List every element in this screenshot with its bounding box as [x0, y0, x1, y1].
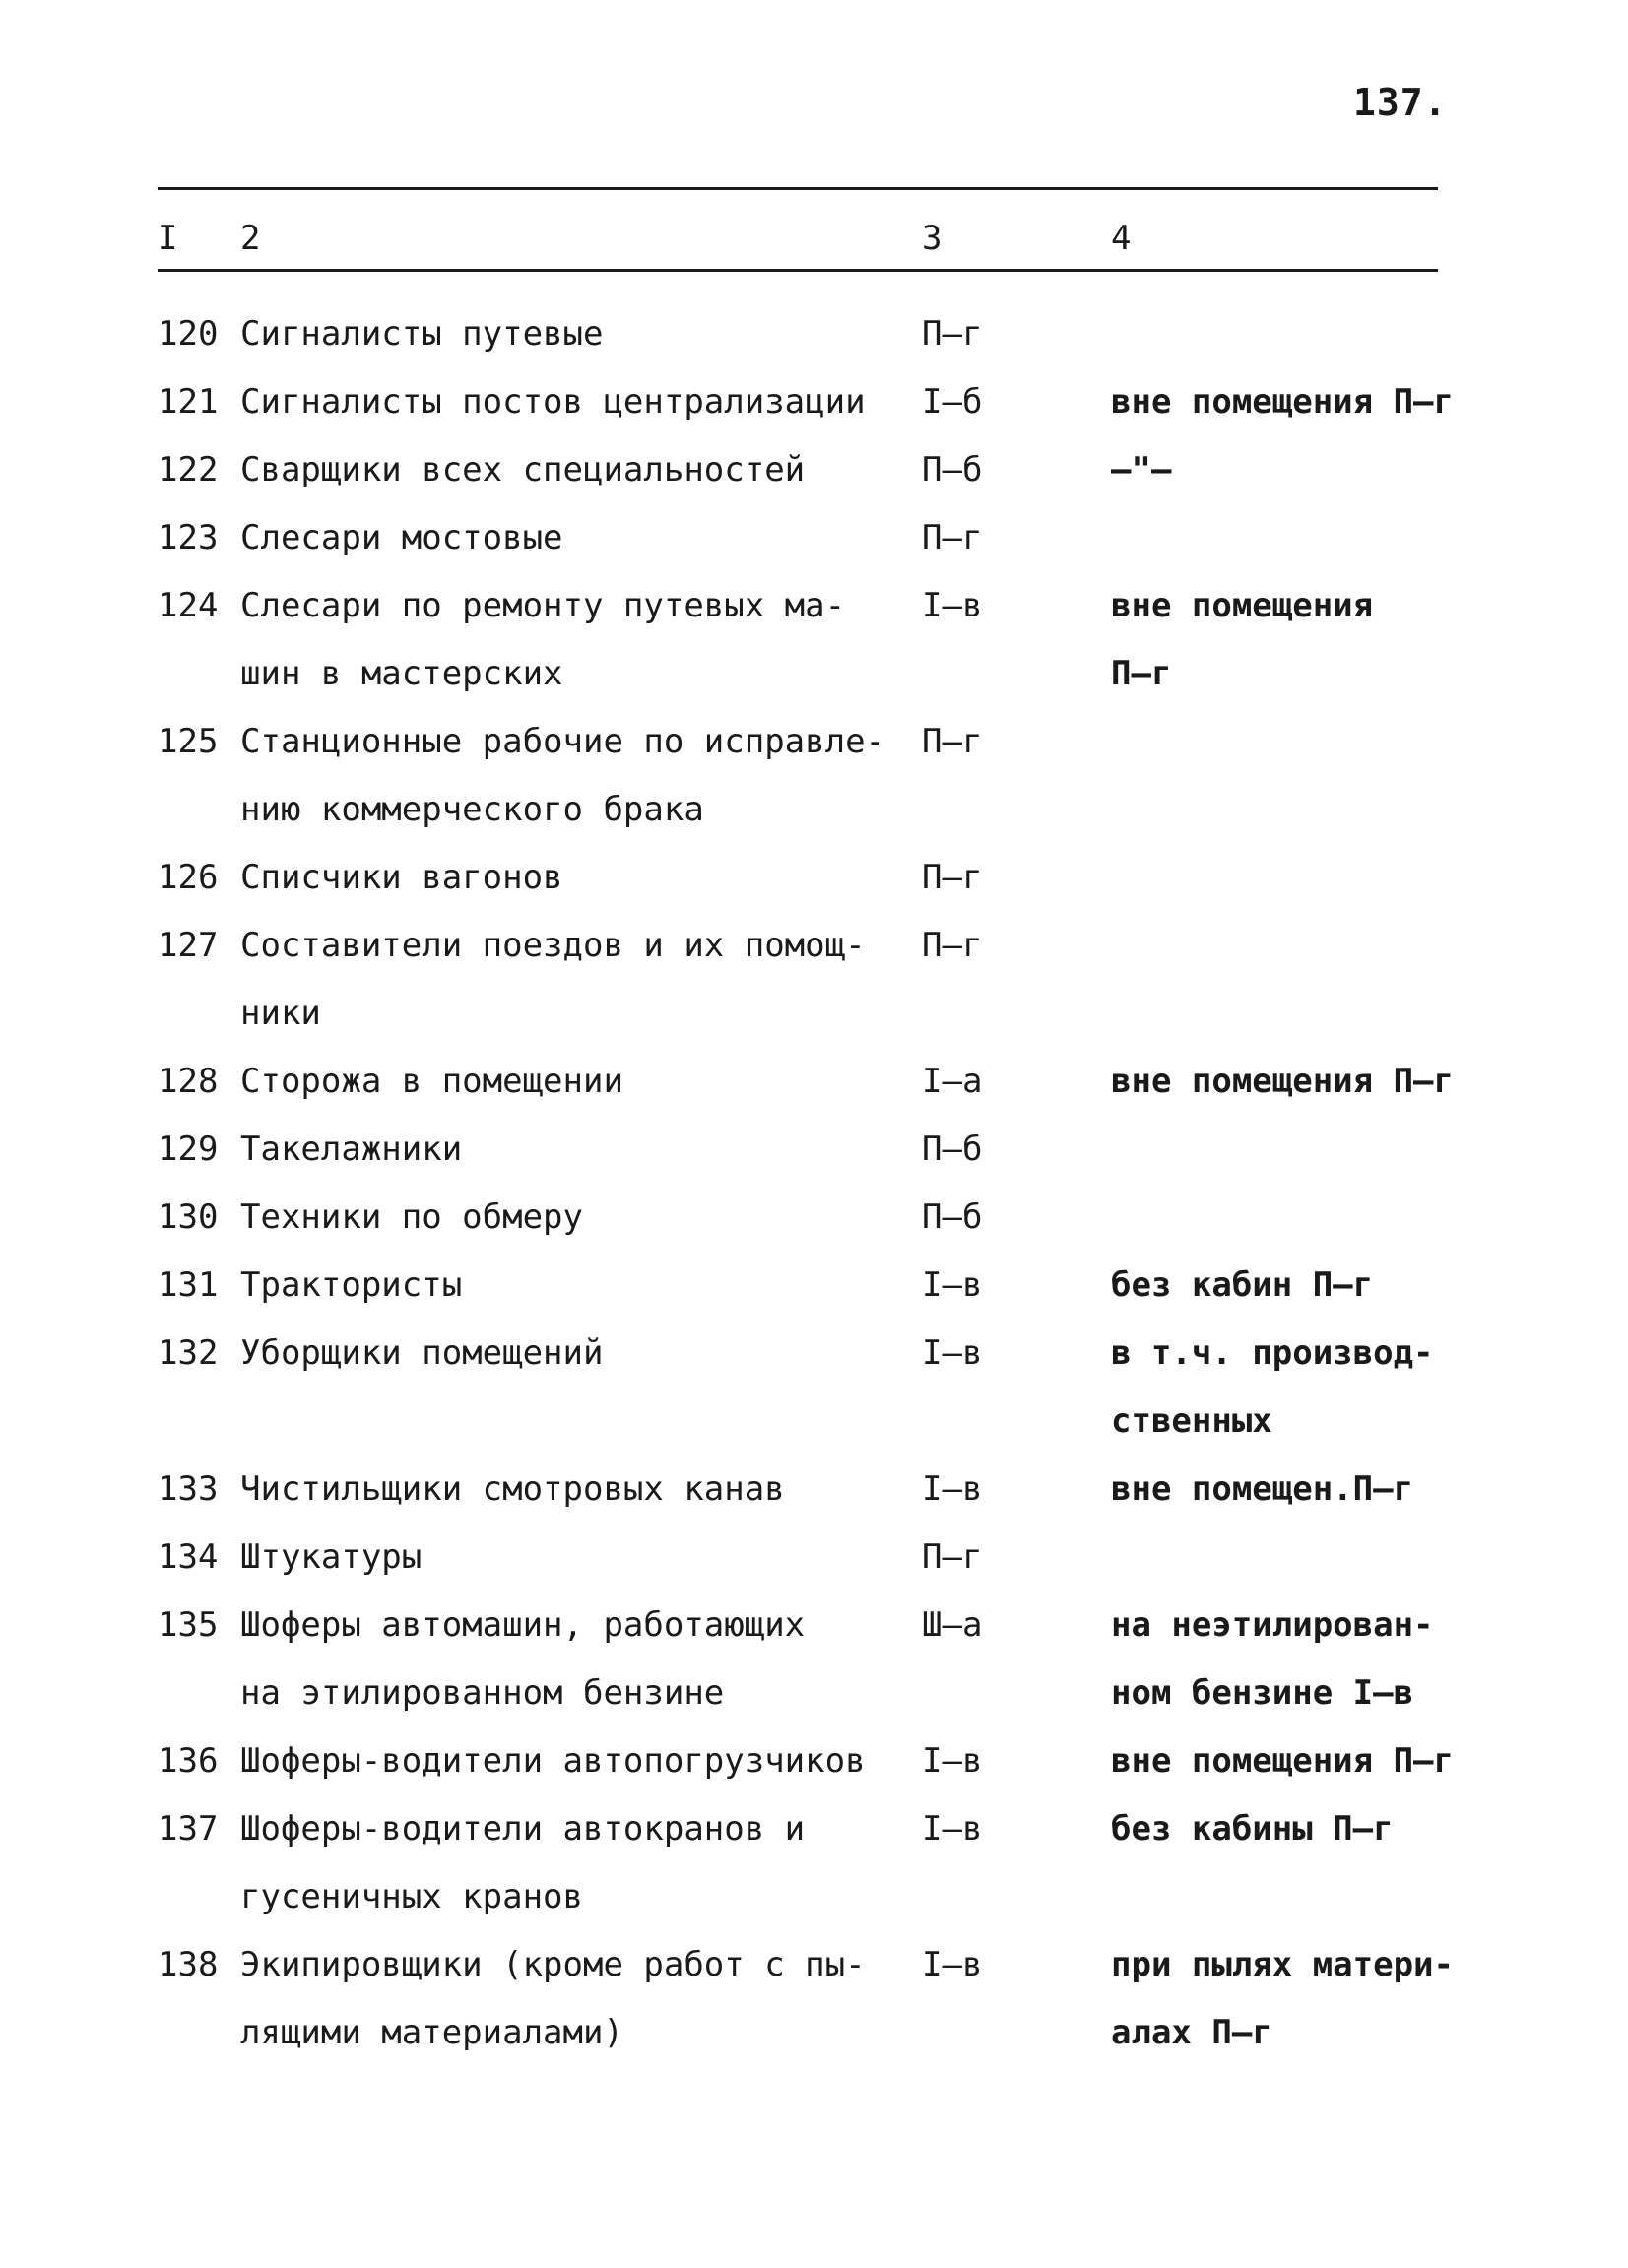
row-profession: Уборщики помещений: [240, 1333, 604, 1373]
row-number: 126: [158, 858, 219, 897]
row-note: вне помещения П–г: [1111, 1741, 1454, 1781]
table-row: [0, 368, 1628, 436]
row-note: при пылях матери- алах П–г: [1111, 1945, 1454, 2052]
row-profession: Чистильщики смотровых канав: [240, 1469, 785, 1509]
row-profession: Сторожа в помещении: [240, 1062, 623, 1101]
row-number: 134: [158, 1537, 219, 1577]
row-number: 137: [158, 1809, 219, 1848]
row-note: в т.ч. производ- ственных: [1111, 1333, 1434, 1441]
table-top-rule: [158, 187, 1438, 190]
table-row: [0, 844, 1628, 912]
row-class: П–г: [922, 722, 983, 761]
table-row: [0, 572, 1628, 708]
table-row: [0, 436, 1628, 504]
row-profession: Трактористы: [240, 1265, 463, 1305]
row-number: 124: [158, 586, 219, 625]
table-row: [0, 1591, 1628, 1727]
row-number: 130: [158, 1198, 219, 1237]
table-row: [0, 708, 1628, 844]
row-profession: Сигналисты путевые: [240, 314, 604, 354]
row-number: 129: [158, 1130, 219, 1169]
table-row: [0, 1795, 1628, 1931]
row-class: I–в: [922, 1265, 983, 1305]
row-number: 125: [158, 722, 219, 761]
header-col-4: 4: [1111, 219, 1132, 258]
row-class: I–в: [922, 586, 983, 625]
row-class: I–в: [922, 1741, 983, 1781]
table-row: [0, 1252, 1628, 1320]
row-profession: Такелажники: [240, 1130, 463, 1169]
header-col-3: 3: [922, 219, 943, 258]
row-profession: Штукатуры: [240, 1537, 423, 1577]
row-note: на неэтилирован- ном бензине I–в: [1111, 1605, 1434, 1713]
table-row: [0, 1523, 1628, 1591]
row-number: 132: [158, 1333, 219, 1373]
row-note: вне помещения П–г: [1111, 1062, 1454, 1101]
row-class: I–в: [922, 1333, 983, 1373]
row-profession: Списчики вагонов: [240, 858, 563, 897]
row-class: I–в: [922, 1809, 983, 1848]
table-row: [0, 1931, 1628, 2067]
row-note: вне помещения П–г: [1111, 382, 1454, 421]
page-number: 137.: [1353, 81, 1448, 124]
row-class: П–г: [922, 858, 983, 897]
row-profession: Техники по обмеру: [240, 1198, 583, 1237]
row-profession: Шоферы-водители автокранов и гусеничных кранов: [240, 1809, 806, 1916]
row-note: –"–: [1111, 450, 1172, 489]
row-number: 138: [158, 1945, 219, 1984]
row-profession: Сигналисты постов централизации: [240, 382, 866, 421]
row-number: 135: [158, 1605, 219, 1645]
row-number: 136: [158, 1741, 219, 1781]
table-row: [0, 300, 1628, 368]
header-col-1: I: [158, 219, 178, 258]
table-row: [0, 1727, 1628, 1795]
row-number: 133: [158, 1469, 219, 1509]
row-note: без кабин П–г: [1111, 1265, 1374, 1305]
table-row: [0, 504, 1628, 572]
row-profession: Экипировщики (кроме работ с пы- лящими материалами): [240, 1945, 866, 2052]
table-row: [0, 912, 1628, 1048]
table-row: [0, 1116, 1628, 1184]
row-number: 122: [158, 450, 219, 489]
row-number: 128: [158, 1062, 219, 1101]
row-note: вне помещен.П–г: [1111, 1469, 1414, 1509]
row-profession: Слесари по ремонту путевых ма- шин в мастерских: [240, 586, 846, 693]
row-class: П–б: [922, 1130, 983, 1169]
row-class: П–г: [922, 314, 983, 354]
row-profession: Составители поездов и их помощ- ники: [240, 926, 866, 1033]
row-profession: Сварщики всех специальностей: [240, 450, 806, 489]
row-class: Ш–а: [922, 1605, 983, 1645]
row-class: П–г: [922, 518, 983, 557]
row-profession: Станционные рабочие по исправле- нию коммерческого брака: [240, 722, 886, 829]
row-number: 121: [158, 382, 219, 421]
table-row: [0, 1048, 1628, 1116]
header-col-2: 2: [240, 219, 261, 258]
table-row: [0, 1184, 1628, 1252]
row-number: 123: [158, 518, 219, 557]
row-class: П–б: [922, 1198, 983, 1237]
row-profession: Шоферы-водители автопогрузчиков: [240, 1741, 866, 1781]
row-note: без кабины П–г: [1111, 1809, 1394, 1848]
row-profession: Шоферы автомашин, работающих на этилированном бензине: [240, 1605, 806, 1713]
row-class: I–а: [922, 1062, 983, 1101]
row-profession: Слесари мостовые: [240, 518, 563, 557]
table-header-rule: [158, 269, 1438, 272]
row-class: П–г: [922, 926, 983, 965]
row-class: I–в: [922, 1469, 983, 1509]
row-class: I–б: [922, 382, 983, 421]
table-row: [0, 1320, 1628, 1456]
row-number: 127: [158, 926, 219, 965]
row-class: П–г: [922, 1537, 983, 1577]
row-note: вне помещения П–г: [1111, 586, 1374, 693]
table-body: [0, 300, 1628, 2067]
row-class: I–в: [922, 1945, 983, 1984]
row-class: П–б: [922, 450, 983, 489]
row-number: 120: [158, 314, 219, 354]
table-row: [0, 1456, 1628, 1523]
row-number: 131: [158, 1265, 219, 1305]
